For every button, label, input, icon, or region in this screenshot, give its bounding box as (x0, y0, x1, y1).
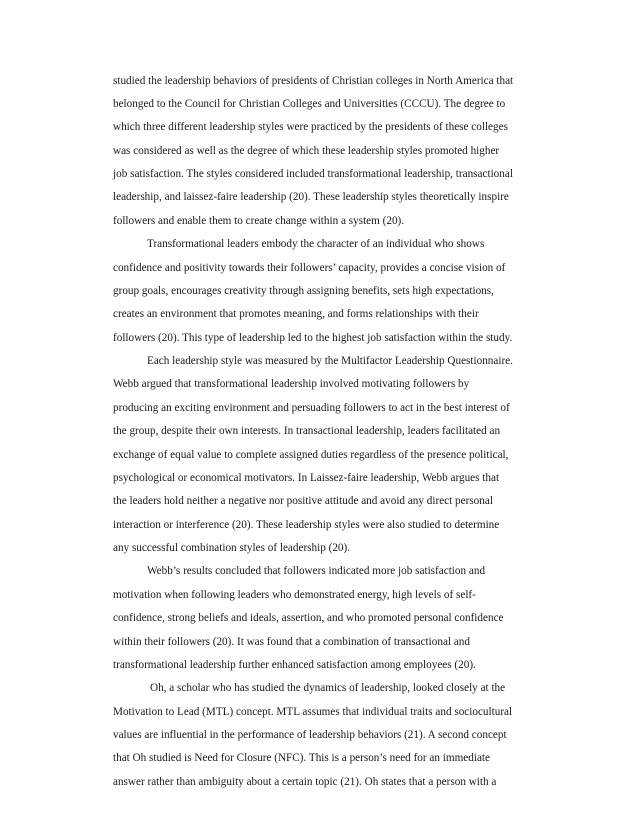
body-text-line: psychological or economical motivators. In Laissez-faire leadership, Webb argues that (113, 472, 500, 484)
body-text-line: leadership, and laissez-faire leadership (20). These leadership styles theoretically inspire (113, 191, 509, 203)
body-text-line: transformational leadership further enhanced satisfaction among employees (20). (113, 659, 476, 671)
body-text-line: the leaders hold neither a negative nor positive attitude and avoid any direct personal (113, 495, 493, 507)
body-text-line: which three different leadership styles were practiced by the presidents of these colleges (113, 121, 508, 133)
body-text-line: studied the leadership behaviors of presidents of Christian colleges in North America that (113, 75, 514, 87)
paragraph-first-line: Webb’s results concluded that followers indicated more job satisfaction and (147, 565, 486, 577)
paragraph-first-line: Each leadership style was measured by the Multifactor Leadership Questionnaire. (147, 355, 513, 367)
body-text-line: interaction or interference (20). These leadership styles were also studied to determine (113, 519, 500, 531)
body-text-line: confidence, strong beliefs and ideals, assertion, and who promoted personal confidence (113, 612, 504, 624)
body-text-line: belonged to the Council for Christian Colleges and Universities (CCCU). The degree to (113, 98, 506, 110)
body-text-line: exchange of equal value to complete assigned duties regardless of the presence political, (113, 449, 509, 461)
body-text-line: creates an environment that promotes meaning, and forms relationships with their (113, 308, 479, 320)
body-text-line: followers and enable them to create change within a system (20). (113, 215, 405, 227)
body-text-line: that Oh studied is Need for Closure (NFC). This is a person’s need for an immediate (113, 752, 490, 764)
body-text-line: was considered as well as the degree of which these leadership styles promoted higher (113, 145, 500, 157)
body-text-line: within their followers (20). It was found that a combination of transactional and (113, 636, 470, 648)
body-text-line: followers (20). This type of leadership led to the highest job satisfaction within the study. (113, 332, 513, 344)
paragraph-first-line: Oh, a scholar who has studied the dynamics of leadership, looked closely at the (150, 682, 506, 694)
body-text-line: values are influential in the performance of leadership behaviors (21). A second concept (113, 729, 507, 741)
body-text-line: group goals, encourages creativity through assigning benefits, sets high expectations, (113, 285, 494, 297)
body-text-line: confidence and positivity towards their followers’ capacity, provides a concise vision of (113, 262, 506, 274)
body-text-line: the group, despite their own interests. In transactional leadership, leaders facilitated an (113, 425, 501, 437)
body-text-line: motivation when following leaders who demonstrated energy, high levels of self- (113, 589, 476, 601)
body-text-line: answer rather than ambiguity about a certain topic (21). Oh states that a person with a (113, 776, 497, 788)
body-text-line: Webb argued that transformational leadership involved motivating followers by (113, 378, 470, 390)
body-text-line: producing an exciting environment and persuading followers to act in the best interest of (113, 402, 510, 414)
paragraph-first-line: Transformational leaders embody the character of an individual who shows (147, 238, 485, 250)
body-text-line: any successful combination styles of leadership (20). (113, 542, 351, 554)
body-text-line: Motivation to Lead (MTL) concept. MTL assumes that individual traits and sociocultural (113, 706, 513, 718)
body-text-line: job satisfaction. The styles considered included transformational leadership, transactional (113, 168, 513, 180)
